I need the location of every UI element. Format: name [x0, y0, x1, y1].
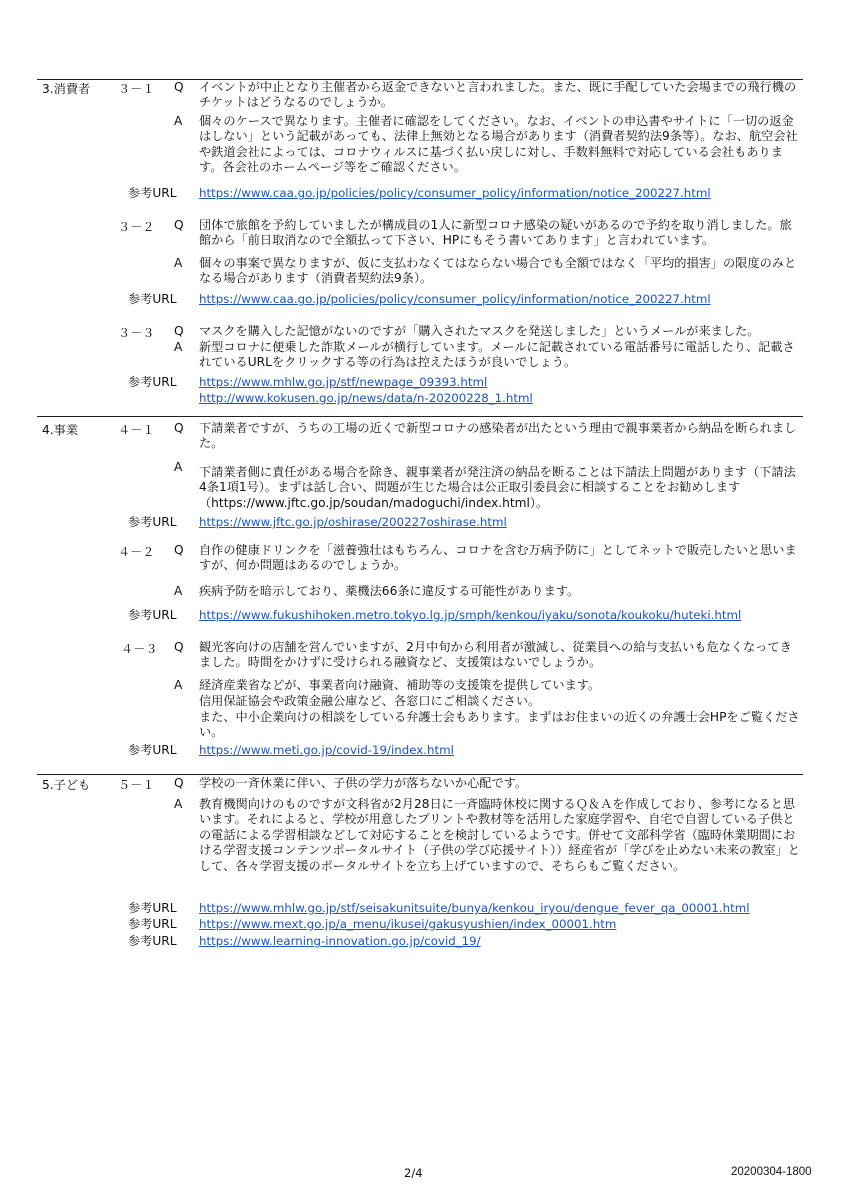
- reference-label: 参考URL: [128, 292, 177, 306]
- answer-marker: A: [174, 584, 183, 598]
- question-marker: Q: [174, 543, 184, 557]
- category-label: 4.事業: [42, 423, 79, 437]
- reference-link[interactable]: https://www.mext.go.jp/a_menu/ikusei/gakusyushien/index_00001.htm: [199, 917, 617, 931]
- reference-label: 参考URL: [128, 901, 177, 915]
- reference-link[interactable]: https://www.jftc.go.jp/oshirase/200227oshirase.html: [199, 515, 507, 529]
- question-number: ３－３: [118, 326, 155, 340]
- question-text: 団体で旅館を予約していましたが構成員の1人に新型コロナ感染の疑いがあるので予約を取り消しました。旅館から「前日取消なので全額払って下さい、HPにもそう書いてあります」と言われています。: [199, 218, 792, 248]
- question-number: ３－１: [118, 82, 155, 96]
- question-text: イベントが中止となり主催者から返金できないと言われました。また、既に手配していた会場までの飛行機のチケットはどうなるのでしょうか。: [199, 80, 797, 110]
- answer-line: 経済産業省などが、事業者向け融資、補助等の支援策を提供しています。: [199, 678, 601, 692]
- reference-link[interactable]: https://www.mhlw.go.jp/stf/newpage_09393.html: [199, 375, 488, 389]
- question-number: ４－１: [118, 423, 155, 437]
- reference-link[interactable]: http://www.kokusen.go.jp/news/data/n-20200228_1.html: [199, 391, 533, 405]
- reference-label: 参考URL: [128, 934, 177, 948]
- answer-line: 信用保証協会や政策金融公庫など、各窓口にご相談ください。: [199, 694, 541, 708]
- reference-link[interactable]: https://www.fukushihoken.metro.tokyo.lg.jp/smph/kenkou/iyaku/sonota/koukoku/huteki.html: [199, 608, 742, 622]
- answer-marker: A: [174, 678, 183, 692]
- answer-marker: A: [174, 460, 183, 474]
- reference-label: 参考URL: [128, 917, 177, 931]
- reference-label: 参考URL: [128, 608, 177, 622]
- reference-label: 参考URL: [128, 375, 177, 389]
- category-label: 3.消費者: [42, 82, 91, 96]
- question-marker: Q: [174, 324, 184, 338]
- question-text: 観光客向けの店舗を営んでいますが、2月中旬から利用者が激減し、従業員への給与支払いも危なくなってきました。時間をかけずに受けられる融資など、支援策はないでしょうか。: [199, 640, 792, 670]
- question-text: マスクを購入した記憶がないのですが「購入されたマスクを発送しました」というメールが来ました。: [199, 324, 760, 338]
- answer-text: 個々の事案で異なりますが、仮に支払わなくてはならない場合でも全額ではなく「平均的損害」の限度のみとなる場合があります（消費者契約法9条）。: [199, 256, 797, 286]
- page-number: 2/4: [404, 1166, 423, 1180]
- answer-marker: A: [174, 340, 183, 354]
- section-divider: [37, 416, 803, 417]
- answer-text: 教育機関向けのものですが文科省が2月28日に一斉臨時休校に関するＱ＆Ａを作成しており、参考になると思います。それによると、学校が用意したプリントや教材等を活用した家庭学習や、自宅で自習している子供との電話による学習相談などして対応することを検討しているようです。併せて文部科学省（臨時休業期間における学習支援コンテンツポータルサイト（子供の学び応援サイト））経産省が「学びを止めない未来の教室」として、各々学習支援のポータルサイトを立ち上げていますので、そちらもご覧ください。: [199, 797, 800, 873]
- question-number: ４－２: [118, 545, 155, 559]
- question-marker: Q: [174, 218, 184, 232]
- reference-link[interactable]: https://www.caa.go.jp/policies/policy/consumer_policy/information/notice_200227.html: [199, 186, 711, 200]
- answer-text: 疾病予防を暗示しており、薬機法66条に違反する可能性があります。: [199, 584, 580, 598]
- question-number: ４－３: [121, 642, 158, 656]
- reference-link[interactable]: https://www.meti.go.jp/covid-19/index.html: [199, 743, 454, 757]
- answer-text: 個々のケースで異なります。主催者に確認をしてください。なお、イベントの申込書やサイトに「一切の返金はしない」という記載があっても、法律上無効となる場合があります（消費者契約法9条等）。なお、航空会社や鉄道会社によっては、コロナウィルスに基づく払い戻しに対し、手数料無料で対応している会社もあります。各会社のホームページ等をご確認ください。: [199, 114, 798, 175]
- reference-label: 参考URL: [128, 186, 177, 200]
- question-marker: Q: [174, 421, 184, 435]
- question-marker: Q: [174, 80, 184, 94]
- answer-marker: A: [174, 256, 183, 270]
- reference-label: 参考URL: [128, 515, 177, 529]
- question-text: 自作の健康ドリンクを「滋養強壮はもちろん、コロナを含む万病予防に」としてネットで販売したいと思いますが、何か問題はあるのでしょうか。: [199, 543, 797, 573]
- answer-text: 新型コロナに便乗した詐欺メールが横行しています。メールに記載されている電話番号に電話したり、記載されているURLをクリックする等の行為は控えたほうが良いでしょう。: [199, 340, 795, 370]
- category-label: 5.子ども: [42, 778, 91, 792]
- reference-link[interactable]: https://www.learning-innovation.go.jp/covid_19/: [199, 934, 481, 948]
- answer-marker: A: [174, 114, 183, 128]
- question-marker: Q: [174, 640, 184, 654]
- answer-text: 下請業者側に責任がある場合を除き、親事業者が発注済の納品を断ることは下請法上問題があります（下請法4条1項1号）。まずは話し合い、問題が生じた場合は公正取引委員会に相談することをお勧めします（https://www.jftc.go.jp/soudan/madoguchi/index.html）。: [199, 465, 796, 510]
- question-number: ３－２: [118, 220, 155, 234]
- reference-link[interactable]: https://www.caa.go.jp/policies/policy/consumer_policy/information/notice_200227.html: [199, 292, 711, 306]
- reference-link[interactable]: https://www.mhlw.go.jp/stf/seisakunitsuite/bunya/kenkou_iryou/dengue_fever_qa_00001.html: [199, 901, 750, 915]
- answer-marker: A: [174, 797, 183, 811]
- question-text: 下請業者ですが、うちの工場の近くで新型コロナの感染者が出たという理由で親事業者から納品を断られました。: [199, 421, 797, 451]
- question-text: 学校の一斉休業に伴い、子供の学力が落ちないか心配です。: [199, 776, 528, 790]
- question-number: ５－１: [118, 778, 155, 792]
- question-marker: Q: [174, 776, 184, 790]
- document-code: 20200304-1800: [731, 1166, 812, 1178]
- answer-line: また、中小企業向けの相談をしている弁護士会もあります。まずはお住まいの近くの弁護士会HPをご覧ください。: [199, 710, 800, 740]
- section-divider: [37, 774, 803, 775]
- reference-label: 参考URL: [128, 743, 177, 757]
